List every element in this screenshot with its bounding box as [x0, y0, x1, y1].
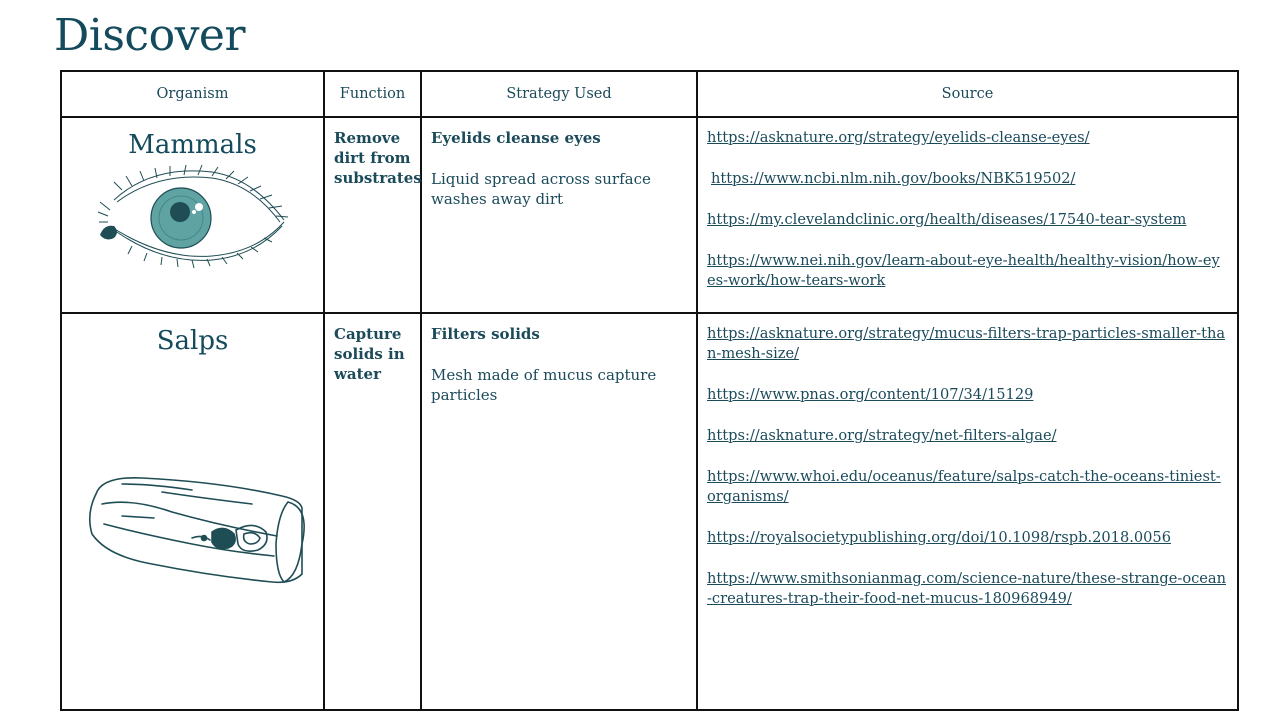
source-link[interactable]: https://asknature.org/strategy/eyelids-cleanse-eyes/ — [707, 129, 1090, 146]
source-link[interactable]: https://www.whoi.edu/oceanus/feature/salps-catch-the-oceans-tiniest-organisms/ — [707, 468, 1221, 505]
table-header-row — [61, 71, 1238, 117]
discover-table — [60, 70, 1239, 711]
page-title: Discover — [54, 10, 245, 61]
strategy-cell — [421, 313, 697, 710]
source-link[interactable]: https://my.clevelandclinic.org/health/diseases/17540-tear-system — [707, 211, 1187, 228]
source-cell — [697, 313, 1238, 710]
table-row — [61, 117, 1238, 313]
table-row — [61, 313, 1238, 710]
organism-name: Salps — [156, 326, 229, 356]
source-cell — [697, 117, 1238, 313]
header-source: Source — [697, 71, 1238, 117]
source-link[interactable]: https://www.smithsonianmag.com/science-nature/these-strange-ocean-creatures-trap-their-food-net-mucus-180968949/ — [707, 570, 1227, 607]
source-link[interactable]: https://www.ncbi.nlm.nih.gov/books/NBK519502/ — [711, 170, 1076, 187]
eye-icon — [62, 160, 321, 270]
strategy-cell — [421, 117, 697, 313]
strategy-title: Filters solids — [431, 325, 540, 343]
strategy-description: Liquid spread across surface washes away dirt — [431, 170, 651, 208]
organism-name: Mammals — [128, 130, 257, 160]
salp-icon — [62, 464, 321, 604]
function-text: Capture solids in water — [334, 325, 405, 383]
header-organism: Organism — [61, 71, 324, 117]
strategy-title: Eyelids cleanse eyes — [431, 129, 601, 147]
function-cell — [324, 313, 421, 710]
source-link[interactable]: https://asknature.org/strategy/mucus-filters-trap-particles-smaller-than-mesh-size/ — [707, 325, 1226, 362]
organism-cell — [61, 117, 324, 313]
function-text: Remove dirt from substrates — [334, 129, 422, 187]
source-link[interactable]: https://www.pnas.org/content/107/34/15129 — [707, 386, 1034, 403]
function-cell — [324, 117, 421, 313]
source-link[interactable]: https://www.nei.nih.gov/learn-about-eye-health/healthy-vision/how-eyes-work/how-tears-work — [707, 252, 1220, 289]
source-link[interactable]: https://royalsocietypublishing.org/doi/10.1098/rspb.2018.0056 — [707, 529, 1172, 546]
organism-cell — [61, 313, 324, 710]
header-function: Function — [324, 71, 421, 117]
source-link[interactable]: https://asknature.org/strategy/net-filters-algae/ — [707, 427, 1057, 444]
strategy-description: Mesh made of mucus capture particles — [431, 366, 657, 404]
header-strategy: Strategy Used — [421, 71, 697, 117]
